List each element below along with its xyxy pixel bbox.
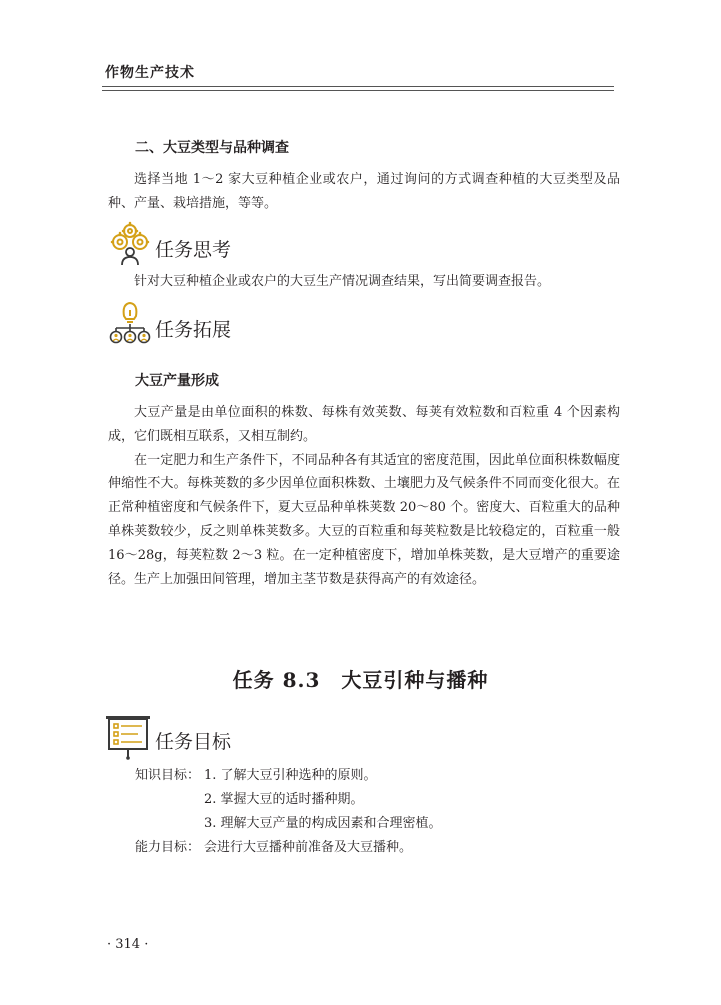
section-heading: 二、大豆类型与品种调查	[135, 140, 289, 156]
lightbulb-team-icon	[108, 300, 152, 346]
thinking-title: 任务思考	[155, 239, 232, 261]
header-rule-bottom	[102, 90, 614, 91]
knowledge-label: 知识目标：	[135, 768, 201, 783]
presentation-board-icon	[104, 714, 152, 760]
running-header: 作物生产技术	[105, 65, 195, 81]
ability-text: 会进行大豆播种前准备及大豆播种。	[204, 840, 413, 855]
gears-person-icon	[108, 222, 152, 266]
extension-title: 任务拓展	[155, 319, 232, 341]
extension-paragraph-2: 在一定肥力和生产条件下，不同品种各有其适宜的密度范围，因此单位面积株数幅度伸缩性不大。每株荚数的多少因单位面积株数、土壤肥力及气候条件不同而变化很大。在正常种植密度和气候条件下，夏大豆品种单株荚数 20～80 个。密度大、百粒重大的品种单株荚数较少，反之则单株荚数多。大豆的百粒重和每荚粒数是比较稳定的，百粒重一般 16～28g，每荚粒数 2～3 粒。在一定种植密度下，增加单株荚数，是大豆增产的重要途径。生产上加强田间管理，增加主茎节数是获得高产的有效途径。	[108, 452, 620, 587]
thinking-text: 针对大豆种植企业或农户的大豆生产情况调查结果，写出简要调查报告。	[134, 274, 551, 289]
knowledge-item-3: 3. 理解大豆产量的构成因素和合理密植。	[204, 816, 442, 831]
knowledge-item-2: 2. 掌握大豆的适时播种期。	[204, 792, 364, 807]
paragraph-text: 选择当地 1～2 家大豆种植企业或农户，通过询问的方式调查种植的大豆类型及品种、产量、栽培措施，等等。	[108, 172, 620, 211]
ability-label: 能力目标：	[135, 840, 201, 855]
section-paragraph	[108, 168, 620, 216]
thinking-paragraph	[108, 270, 620, 294]
page-number: · 314 ·	[107, 937, 149, 952]
extension-body	[108, 401, 620, 591]
goals-title: 任务目标	[155, 731, 232, 753]
knowledge-item-1: 1. 了解大豆引种选种的原则。	[204, 768, 377, 783]
task-title: 任务 8.3 大豆引种与播种	[232, 668, 489, 692]
header-rule-top	[102, 86, 614, 87]
extension-paragraph-1: 大豆产量是由单位面积的株数、每株有效荚数、每荚有效粒数和百粒重 4 个因素构成，它们既相互联系，又相互制约。	[108, 405, 620, 444]
extension-subheading: 大豆产量形成	[135, 373, 219, 389]
